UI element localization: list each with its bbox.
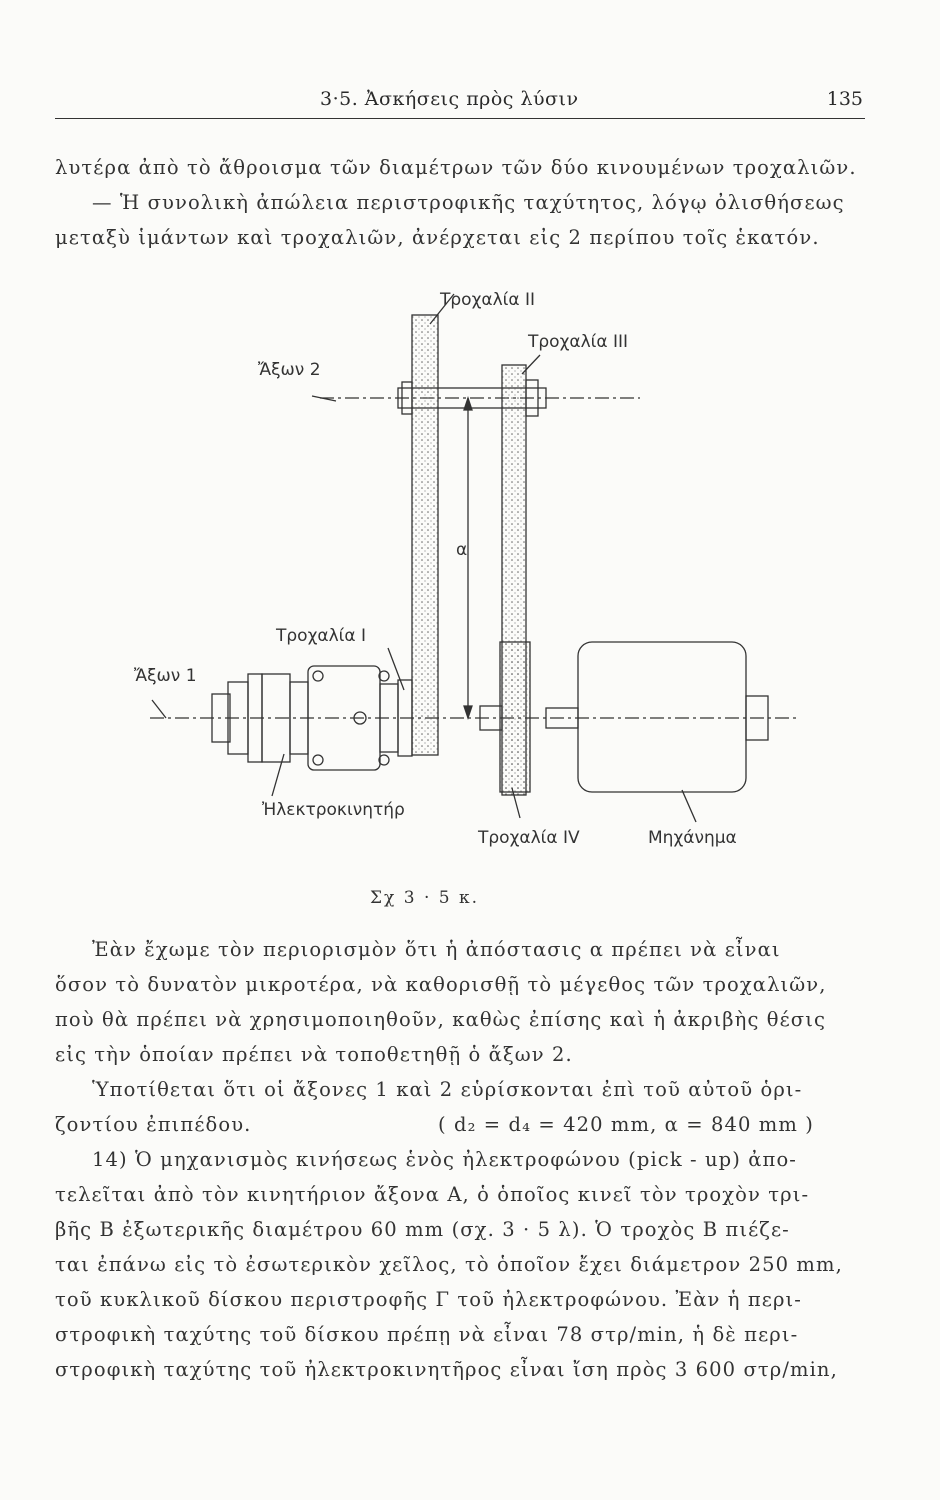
text-line: τοῦ κυκλικοῦ δίσκου περιστροφῆς Γ τοῦ ἠλεκτροφώνου. Ἐὰν ἡ περι- xyxy=(55,1288,802,1311)
text-line: ὅσον τὸ δυνατὸν μικροτέρα, νὰ καθορισθῇ τὸ μέγεθος τῶν τροχαλιῶν, xyxy=(55,973,827,996)
label-axle-1: Ἄξων 1 xyxy=(134,666,197,686)
text-line: βῆς Β ἐξωτερικῆς διαμέτρου 60 mm (σχ. 3 · 5 λ). Ὁ τροχὸς Β πιέζε- xyxy=(55,1218,790,1241)
text-line: μεταξὺ ἱμάντων καὶ τροχαλιῶν, ἀνέρχεται εἰς 2 περίπου τοῖς ἑκατόν. xyxy=(55,226,820,249)
label-pulley-1: Τροχαλία I xyxy=(276,626,367,646)
label-pulley-3: Τροχαλία III xyxy=(528,332,629,352)
text-line: λυτέρα ἀπὸ τὸ ἄθροισμα τῶν διαμέτρων τῶν δύο κινουμένων τροχαλιῶν. xyxy=(55,156,857,179)
pulley-drawing xyxy=(0,270,940,910)
leader-machine xyxy=(682,790,696,822)
text-line: 14) Ὁ μηχανισμὸς κινήσεως ἑνὸς ἠλεκτροφώνου (pick - up) ἀπο- xyxy=(92,1148,797,1171)
pulley-diagram xyxy=(0,270,940,910)
alpha-arrow-bottom xyxy=(464,706,472,718)
text-line: ποὺ θὰ πρέπει νὰ χρησιμοποιηθοῦν, καθὼς ἐπίσης καὶ ἡ ἀκριβὴς θέσις xyxy=(55,1008,826,1031)
label-pulley-4: Τροχαλία IV xyxy=(478,828,580,848)
label-axle-2: Ἄξων 2 xyxy=(258,360,321,380)
given-values: ( d₂ = d₄ = 420 mm, α = 840 mm ) xyxy=(438,1113,814,1136)
text-line: ται ἐπάνω εἰς τὸ ἐσωτερικὸν χεῖλος, τὸ ὁποῖον ἔχει διάμετρον 250 mm, xyxy=(55,1253,843,1276)
label-pulley-2: Τροχαλία II xyxy=(440,290,536,310)
label-alpha: α xyxy=(456,540,468,560)
text-line: στροφικὴ ταχύτης τοῦ δίσκου πρέπῃ νὰ εἶναι 78 στρ/min, ἡ δὲ περι- xyxy=(55,1323,799,1346)
section-title: 3·5. Ἀσκήσεις πρὸς λύσιν xyxy=(320,88,579,110)
text-line: εἰς τὴν ὁποίαν πρέπει νὰ τοποθετηθῇ ὁ ἄξων 2. xyxy=(55,1043,573,1066)
running-header xyxy=(55,88,865,120)
header-rule xyxy=(55,118,865,119)
pulley-2 xyxy=(412,315,438,755)
text-line: ζοντίου ἐπιπέδου. xyxy=(55,1113,252,1136)
page-number: 135 xyxy=(826,88,863,110)
pulley-4 xyxy=(500,642,530,792)
text-line: Ὑποτίθεται ὅτι οἱ ἄξονες 1 καὶ 2 εὑρίσκονται ἐπὶ τοῦ αὐτοῦ ὁρι- xyxy=(92,1078,803,1101)
alpha-arrow-top xyxy=(464,398,472,410)
text-line: τελεῖται ἀπὸ τὸν κινητήριον ἄξονα Α, ὁ ὁποῖος κινεῖ τὸν τροχὸν τρι- xyxy=(55,1183,810,1206)
leader-motor xyxy=(272,754,284,796)
figure-caption: Σχ 3 · 5 κ. xyxy=(370,888,480,908)
label-machine: Μηχάνημα xyxy=(648,828,737,848)
leader-axle-1 xyxy=(152,700,166,718)
label-motor: Ἠλεκτροκινητήρ xyxy=(262,800,405,820)
text-line: Ἐὰν ἔχωμε τὸν περιορισμὸν ὅτι ἡ ἀπόστασις α πρέπει νὰ εἶναι xyxy=(92,938,781,961)
text-line: — Ἡ συνολικὴ ἀπώλεια περιστροφικῆς ταχύτητος, λόγῳ ὀλισθήσεως xyxy=(92,191,845,214)
text-line: στροφικὴ ταχύτης τοῦ ἠλεκτροκινητῆρος εἶναι ἴση πρὸς 3 600 στρ/min, xyxy=(55,1358,838,1381)
